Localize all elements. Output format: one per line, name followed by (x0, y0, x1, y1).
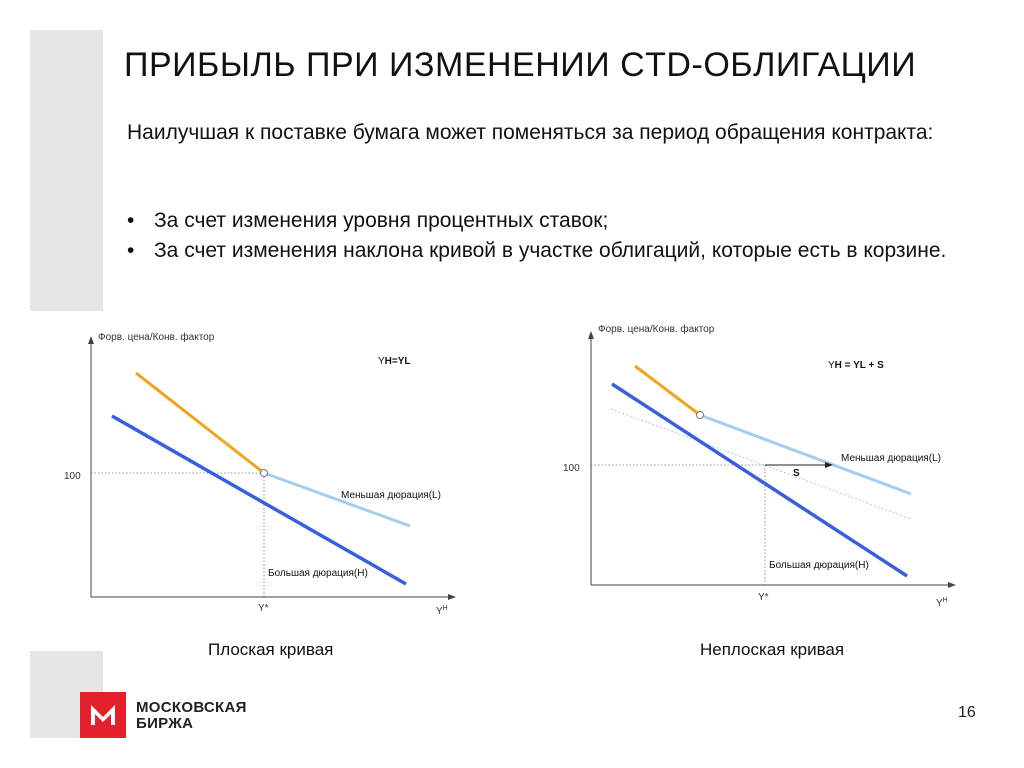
x-axis-label: $Y^H$ (436, 605, 448, 617)
shifted-low-duration-line (611, 409, 911, 519)
low-duration-label: Меньшая дюрация(L) (341, 490, 441, 501)
y-axis-label: Форв. цена/Конв. фактор (98, 332, 215, 343)
y-axis-label: Форв. цена/Конв. фактор (598, 324, 715, 335)
logo-line-1: МОСКОВСКАЯ (136, 699, 247, 716)
y-star-label: Y* (758, 592, 769, 603)
orange-line (635, 366, 700, 415)
flat-curve-diagram (60, 320, 480, 620)
x-axis-label: $Y^H$ (936, 597, 948, 609)
nonflat-curve-diagram (555, 312, 975, 622)
intersection-point (697, 412, 704, 419)
x-axis-arrow (448, 594, 456, 600)
y-axis-arrow (588, 331, 594, 339)
low-duration-label: Меньшая дюрация(L) (841, 453, 941, 464)
spread-label: S (793, 468, 800, 479)
moex-logo (80, 692, 280, 738)
x-axis-arrow (948, 582, 956, 588)
slide-title: ПРИБЫЛЬ ПРИ ИЗМЕНЕНИИ CTD-ОБЛИГАЦИИ (124, 46, 917, 84)
orange-line (136, 373, 264, 473)
level-label: 100 (64, 471, 81, 482)
bullet-list (127, 206, 997, 266)
y-axis-arrow (88, 336, 94, 344)
intro-text: Наилучшая к поставке бумага может поменяться за период обращения контракта: (127, 121, 934, 144)
high-duration-line (612, 384, 907, 576)
moex-logo-mark-icon (80, 692, 126, 738)
moex-logo-text (136, 700, 247, 732)
intersection-point (261, 470, 268, 477)
nonflat-curve-caption: Неплоская кривая (700, 640, 845, 659)
high-duration-label: Большая дюрация(H) (268, 568, 368, 579)
level-label: 100 (563, 463, 580, 474)
bullet-item (127, 236, 997, 266)
condition-label: YH=YL (378, 356, 411, 367)
condition-label: YH = YL + S (828, 360, 884, 371)
y-star-label: Y* (258, 603, 269, 614)
bullet-symbol: • (127, 239, 135, 262)
logo-line-2: БИРЖА (136, 715, 194, 732)
decorative-gray-block-top (30, 30, 103, 311)
bullet-text: За счет изменения наклона кривой в участке облигаций, которые есть в корзине. (154, 239, 947, 262)
bullet-item (127, 206, 997, 236)
page-number: 16 (958, 704, 976, 721)
flat-curve-caption: Плоская кривая (208, 640, 334, 659)
high-duration-label: Большая дюрация(H) (769, 560, 869, 571)
bullet-text: За счет изменения уровня процентных ставок; (154, 209, 609, 232)
bullet-symbol: • (127, 209, 135, 232)
